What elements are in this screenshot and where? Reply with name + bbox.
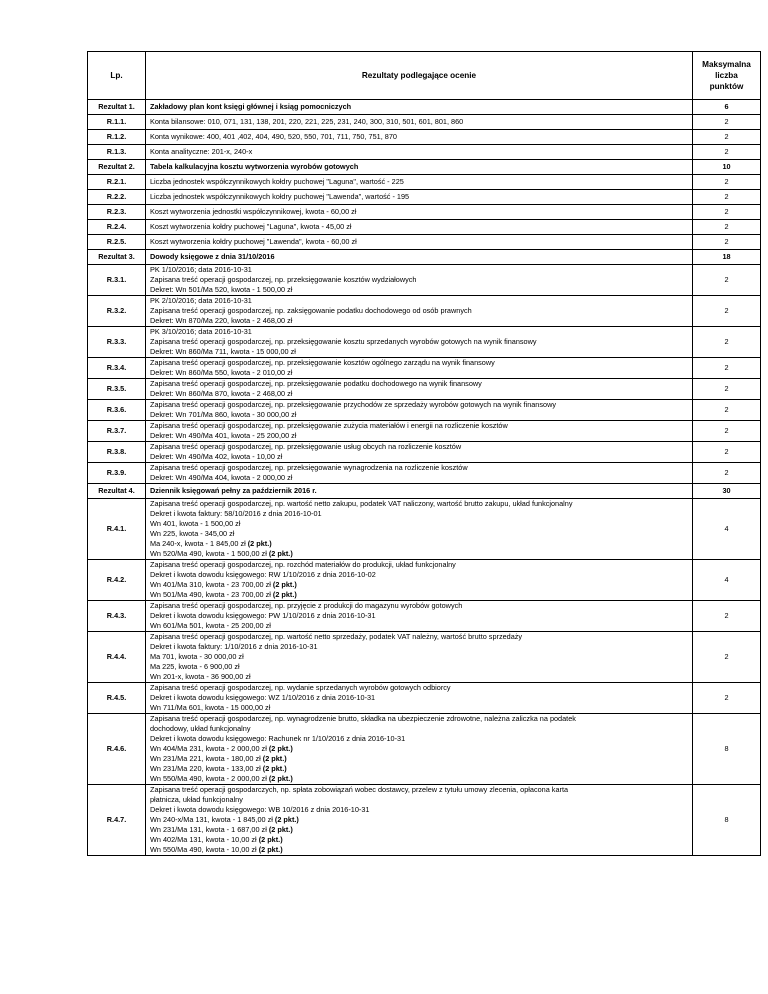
row-description: [146, 463, 693, 484]
line-text: Zapisana treść operacji gospodarczej, np. przeksięgowanie kosztów wydziałowych: [150, 275, 417, 284]
row-description: [146, 235, 693, 250]
line-text: Zapisana treść operacji gospodarczej, np. rozchód materiałów do produkcji, układ funkcjonalny: [150, 560, 456, 569]
table-row: [88, 400, 761, 421]
points-note: (2 pkt.): [268, 744, 293, 753]
row-id: R.2.2.: [88, 190, 146, 205]
table-row: [88, 442, 761, 463]
description-line: [150, 410, 688, 420]
table-row: [88, 130, 761, 145]
row-description: [146, 358, 693, 379]
description-line: [150, 368, 688, 378]
row-id: R.1.1.: [88, 115, 146, 130]
description-line: [150, 714, 688, 724]
points-note: (2 pkt.): [272, 580, 297, 589]
row-points: 4: [693, 499, 761, 560]
row-points: 2: [693, 327, 761, 358]
table-row: [88, 175, 761, 190]
row-id: R.4.7.: [88, 785, 146, 856]
row-points: 2: [693, 442, 761, 463]
points-note: (2 pkt.): [268, 774, 293, 783]
description-line: [150, 285, 688, 295]
row-description: [146, 379, 693, 400]
line-text: Zapisana treść operacji gospodarczej, np. przeksięgowanie zużycia materiałów i energii na rozliczenie kosztów: [150, 421, 508, 430]
row-id: R.3.2.: [88, 296, 146, 327]
row-points: 2: [693, 175, 761, 190]
row-description: [146, 160, 693, 175]
description-line: [150, 431, 688, 441]
description-line: [150, 306, 688, 316]
section-points: 6: [693, 100, 761, 115]
description-line: [150, 463, 688, 473]
line-text: Dekret i kwota dowodu księgowego: RW 1/10/2016 z dnia 2016-10-02: [150, 570, 376, 579]
description-line: [150, 703, 688, 713]
line-text: Ma 225, kwota - 6 900,00 zł: [150, 662, 240, 671]
description-line: [150, 207, 688, 217]
points-note: (2 pkt.): [268, 549, 293, 558]
line-text: Dekret: Wn 701/Ma 860, kwota - 30 000,00 zł: [150, 410, 297, 419]
table-row: [88, 358, 761, 379]
description-line: [150, 754, 688, 764]
description-line: [150, 421, 688, 431]
row-points: 2: [693, 379, 761, 400]
description-line: [150, 774, 688, 784]
line-text: Wn 231/Ma 131, kwota - 1 687,00 zł: [150, 825, 269, 834]
line-text: Zapisana treść operacji gospodarczej, np. przeksięgowanie kosztu sprzedanych wyrobów gotowych na wynik finansowy: [150, 337, 537, 346]
line-text: Dekret: Wn 490/Ma 402, kwota - 10,00 zł: [150, 452, 283, 461]
points-note: (2 pkt.): [262, 754, 287, 763]
section-points: 30: [693, 484, 761, 499]
description-line: [150, 499, 688, 509]
description-line: [150, 529, 688, 539]
table-body: [88, 100, 761, 856]
section-points: 18: [693, 250, 761, 265]
line-text: Konta bilansowe: 010, 071, 131, 138, 201, 220, 221, 225, 231, 240, 300, 310, 501, 601, 801, 860: [150, 117, 464, 126]
line-text: Zapisana treść operacji gospodarczej, np. przeksięgowanie kosztów ogólnego zarządu na wynik finansowy: [150, 358, 495, 367]
line-text: Dekret i kwota dowodu księgowego: Rachunek nr 1/10/2016 z dnia 2016-10-31: [150, 734, 406, 743]
row-points: 2: [693, 145, 761, 160]
row-points: 2: [693, 220, 761, 235]
line-text: Dziennik księgowań pełny za październik 2016 r.: [150, 486, 317, 495]
row-points: 2: [693, 421, 761, 442]
description-line: [150, 672, 688, 682]
points-note: (2 pkt.): [258, 845, 283, 854]
line-text: Dekret: Wn 870/Ma 220, kwota - 2 468,00 zł: [150, 316, 293, 325]
line-text: Zapisana treść operacji gospodarczych, np. spłata zobowiązań wobec dostawcy, przelew z tytułu umowy zlecenia, opłacona karta: [150, 785, 569, 794]
description-line: [150, 162, 688, 172]
line-text: Dekret i kwota dowodu księgowego: WZ 1/10/2016 z dnia 2016-10-31: [150, 693, 376, 702]
row-points: 2: [693, 130, 761, 145]
description-line: [150, 252, 688, 262]
row-id: R.2.3.: [88, 205, 146, 220]
table-row: [88, 560, 761, 601]
line-text: Dekret: Wn 490/Ma 404, kwota - 2 000,00 zł: [150, 473, 293, 482]
description-line: [150, 358, 688, 368]
table-row: [88, 115, 761, 130]
description-line: [150, 835, 688, 845]
line-text: Zapisana treść operacji gospodarczej, np. wartość netto zakupu, podatek VAT naliczony, wartość brutto zakupu, układ funkcjonalny: [150, 499, 573, 508]
line-text: Zapisana treść operacji gospodarczej, np. przeksięgowanie podatku dochodowego na wynik finansowy: [150, 379, 482, 388]
results-table: [87, 51, 761, 856]
line-text: PK 1/10/2016; data 2016-10-31: [150, 265, 252, 274]
row-points: 2: [693, 235, 761, 250]
table-row: [88, 205, 761, 220]
points-note: (2 pkt.): [247, 539, 272, 548]
line-text: Dekret i kwota dowodu księgowego: PW 1/10/2016 z dnia 2016-10-31: [150, 611, 376, 620]
row-points: 4: [693, 560, 761, 601]
description-line: [150, 509, 688, 519]
line-text: Dekret i kwota dowodu księgowego: WB 10/2016 z dnia 2016-10-31: [150, 805, 370, 814]
line-text: Zapisana treść operacji gospodarczej, np. wynagrodzenie brutto, składka na ubezpieczenie zdrowotne, należna zaliczka na podatek: [150, 714, 576, 723]
line-text: Wn 501/Ma 490, kwota - 23 700,00 zł: [150, 590, 273, 599]
description-line: [150, 734, 688, 744]
line-text: Wn 550/Ma 490, kwota - 2 000,00 zł: [150, 774, 269, 783]
description-line: [150, 177, 688, 187]
line-text: Zapisana treść operacji gospodarczej, np. przeksięgowanie przychodów ze sprzedaży wyrobów gotowych na wynik finansowy: [150, 400, 556, 409]
header-points-line: Maksymalna: [702, 60, 751, 69]
table-row: [88, 499, 761, 560]
description-line: [150, 693, 688, 703]
row-description: [146, 601, 693, 632]
row-description: [146, 265, 693, 296]
row-points: 2: [693, 115, 761, 130]
row-points: 2: [693, 683, 761, 714]
row-id: R.3.1.: [88, 265, 146, 296]
row-id: R.3.4.: [88, 358, 146, 379]
table-row: [88, 235, 761, 250]
row-description: [146, 785, 693, 856]
section-row: [88, 160, 761, 175]
description-line: [150, 117, 688, 127]
row-description: [146, 560, 693, 601]
line-text: Koszt wytworzenia kołdry puchowej "Laguna", kwota - 45,00 zł: [150, 222, 352, 231]
line-text: PK 2/10/2016; data 2016-10-31: [150, 296, 252, 305]
line-text: dochodowy, układ funkcjonalny: [150, 724, 251, 733]
description-line: [150, 724, 688, 734]
table-row: [88, 265, 761, 296]
description-line: [150, 237, 688, 247]
row-id: Rezultat 3.: [88, 250, 146, 265]
table-row: [88, 463, 761, 484]
section-row: [88, 100, 761, 115]
table-row: [88, 421, 761, 442]
description-line: [150, 473, 688, 483]
table-row: [88, 190, 761, 205]
row-description: [146, 400, 693, 421]
row-points: 2: [693, 400, 761, 421]
description-line: [150, 601, 688, 611]
description-line: [150, 452, 688, 462]
points-note: (2 pkt.): [272, 590, 297, 599]
description-line: [150, 147, 688, 157]
header-points-line: liczba: [715, 71, 738, 80]
line-text: Wn 404/Ma 231, kwota - 2 000,00 zł: [150, 744, 269, 753]
line-text: Ma 240-x, kwota - 1 845,00 zł: [150, 539, 248, 548]
line-text: Zapisana treść operacji gospodarczej, np. wartość netto sprzedaży, podatek VAT należny, wartość brutto sprzedaży: [150, 632, 523, 641]
row-description: [146, 115, 693, 130]
description-line: [150, 764, 688, 774]
description-line: [150, 560, 688, 570]
line-text: Dekret i kwota faktury: 58/10/2016 z dnia 2016-10-01: [150, 509, 322, 518]
row-id: R.3.6.: [88, 400, 146, 421]
row-description: [146, 499, 693, 560]
row-id: R.4.2.: [88, 560, 146, 601]
line-text: Wn 231/Ma 221, kwota - 180,00 zł: [150, 754, 263, 763]
description-line: [150, 539, 688, 549]
description-line: [150, 327, 688, 337]
points-note: (2 pkt.): [262, 764, 287, 773]
line-text: Zapisana treść operacji gospodarczej, np. wydanie sprzedanych wyrobów gotowych odbiorcy: [150, 683, 451, 692]
row-description: [146, 175, 693, 190]
description-line: [150, 785, 688, 795]
description-line: [150, 132, 688, 142]
line-text: Wn 225, kwota - 345,00 zł: [150, 529, 235, 538]
line-text: Wn 550/Ma 490, kwota - 10,00 zł: [150, 845, 259, 854]
row-points: 8: [693, 714, 761, 785]
line-text: Dekret: Wn 860/Ma 870, kwota - 2 468,00 zł: [150, 389, 293, 398]
row-id: R.1.3.: [88, 145, 146, 160]
line-text: Wn 401/Ma 310, kwota - 23 700,00 zł: [150, 580, 273, 589]
row-points: 2: [693, 205, 761, 220]
row-description: [146, 145, 693, 160]
line-text: Zapisana treść operacji gospodarczej, np. przeksięgowanie wynagrodzenia na rozliczenie kosztów: [150, 463, 468, 472]
line-text: Wn 711/Ma 601, kwota - 15 000,00 zł: [150, 703, 271, 712]
line-text: Tabela kalkulacyjna kosztu wytworzenia wyrobów gotowych: [150, 162, 359, 171]
points-note: (2 pkt.): [268, 825, 293, 834]
row-description: [146, 484, 693, 499]
section-row: [88, 484, 761, 499]
row-description: [146, 130, 693, 145]
section-row: [88, 250, 761, 265]
table-row: [88, 296, 761, 327]
line-text: Koszt wytworzenia kołdry puchowej "Lawenda", kwota - 60,00 zł: [150, 237, 357, 246]
row-id: Rezultat 2.: [88, 160, 146, 175]
line-text: płatnicza, układ funkcjonalny: [150, 795, 243, 804]
line-text: Wn 402/Ma 131, kwota - 10,00 zł: [150, 835, 259, 844]
row-id: Rezultat 1.: [88, 100, 146, 115]
table-row: [88, 632, 761, 683]
header-points: [693, 52, 761, 100]
description-line: [150, 379, 688, 389]
row-id: R.4.1.: [88, 499, 146, 560]
line-text: Zapisana treść operacji gospodarczej, np. przyjęcie z produkcji do magazynu wyrobów gotowych: [150, 601, 463, 610]
row-id: R.3.5.: [88, 379, 146, 400]
description-line: [150, 519, 688, 529]
table-header-row: [88, 52, 761, 100]
results-sheet: [87, 51, 760, 856]
line-text: Wn 401, kwota - 1 500,00 zł: [150, 519, 241, 528]
header-lp: Lp.: [88, 52, 146, 100]
line-text: Dowody księgowe z dnia 31/10/2016: [150, 252, 275, 261]
description-line: [150, 347, 688, 357]
row-id: R.1.2.: [88, 130, 146, 145]
description-line: [150, 744, 688, 754]
line-text: Wn 231/Ma 220, kwota - 133,00 zł: [150, 764, 263, 773]
line-text: Liczba jednostek współczynnikowych kołdry puchowej "Lawenda", wartość - 195: [150, 192, 410, 201]
row-description: [146, 421, 693, 442]
row-description: [146, 714, 693, 785]
description-line: [150, 389, 688, 399]
row-id: R.3.9.: [88, 463, 146, 484]
description-line: [150, 825, 688, 835]
row-id: R.3.3.: [88, 327, 146, 358]
description-line: [150, 845, 688, 855]
table-row: [88, 327, 761, 358]
description-line: [150, 805, 688, 815]
description-line: [150, 683, 688, 693]
row-description: [146, 296, 693, 327]
line-text: Dekret: Wn 860/Ma 550, kwota - 2 010,00 zł: [150, 368, 293, 377]
table-row: [88, 601, 761, 632]
row-description: [146, 442, 693, 463]
row-description: [146, 632, 693, 683]
description-line: [150, 442, 688, 452]
description-line: [150, 337, 688, 347]
row-points: 2: [693, 463, 761, 484]
row-id: R.2.5.: [88, 235, 146, 250]
row-points: 2: [693, 358, 761, 379]
row-description: [146, 327, 693, 358]
points-note: (2 pkt.): [274, 815, 299, 824]
row-id: R.4.4.: [88, 632, 146, 683]
line-text: Zapisana treść operacji gospodarczej, np. przeksięgowanie usług obcych na rozliczenie kosztów: [150, 442, 462, 451]
description-line: [150, 400, 688, 410]
line-text: Liczba jednostek współczynnikowych kołdry puchowej "Laguna", wartość - 225: [150, 177, 404, 186]
line-text: Wn 201-x, kwota - 36 900,00 zł: [150, 672, 251, 681]
description-line: [150, 265, 688, 275]
line-text: Wn 601/Ma 501, kwota - 25 200,00 zł: [150, 621, 271, 630]
description-line: [150, 296, 688, 306]
description-line: [150, 621, 688, 631]
description-line: [150, 570, 688, 580]
description-line: [150, 815, 688, 825]
row-id: R.3.7.: [88, 421, 146, 442]
line-text: PK 3/10/2016; data 2016-10-31: [150, 327, 252, 336]
line-text: Zapisana treść operacji gospodarczej, np. zaksięgowanie podatku dochodowego od osób prawnych: [150, 306, 472, 315]
row-description: [146, 250, 693, 265]
description-line: [150, 549, 688, 559]
description-line: [150, 642, 688, 652]
description-line: [150, 580, 688, 590]
points-note: (2 pkt.): [258, 835, 283, 844]
line-text: Wn 240-x/Ma 131, kwota - 1 845,00 zł: [150, 815, 275, 824]
description-line: [150, 662, 688, 672]
description-line: [150, 222, 688, 232]
row-points: 8: [693, 785, 761, 856]
description-line: [150, 192, 688, 202]
row-description: [146, 100, 693, 115]
row-description: [146, 683, 693, 714]
description-line: [150, 486, 688, 496]
line-text: Wn 520/Ma 490, kwota - 1 500,00 zł: [150, 549, 269, 558]
description-line: [150, 611, 688, 621]
line-text: Dekret: Wn 490/Ma 401, kwota - 25 200,00 zł: [150, 431, 297, 440]
row-id: R.2.4.: [88, 220, 146, 235]
row-id: R.4.6.: [88, 714, 146, 785]
table-row: [88, 683, 761, 714]
header-title: Rezultaty podlegające ocenie: [146, 52, 693, 100]
line-text: Konta wynikowe: 400, 401 ,402, 404, 490, 520, 550, 701, 711, 750, 751, 870: [150, 132, 397, 141]
table-row: [88, 379, 761, 400]
line-text: Konta analityczne: 201-x, 240-x: [150, 147, 253, 156]
description-line: [150, 590, 688, 600]
line-text: Ma 701, kwota - 30 000,00 zł: [150, 652, 244, 661]
description-line: [150, 632, 688, 642]
section-points: 10: [693, 160, 761, 175]
table-row: [88, 785, 761, 856]
table-row: [88, 714, 761, 785]
row-points: 2: [693, 632, 761, 683]
description-line: [150, 316, 688, 326]
row-id: R.2.1.: [88, 175, 146, 190]
line-text: Dekret: Wn 501/Ma 520, kwota - 1 500,00 zł: [150, 285, 293, 294]
row-id: R.3.8.: [88, 442, 146, 463]
line-text: Dekret: Wn 860/Ma 711, kwota - 15 000,00 zł: [150, 347, 296, 356]
description-line: [150, 652, 688, 662]
line-text: Zakładowy plan kont księgi głównej i ksiąg pomocniczych: [150, 102, 352, 111]
line-text: Dekret i kwota faktury: 1/10/2016 z dnia 2016-10-31: [150, 642, 318, 651]
row-id: Rezultat 4.: [88, 484, 146, 499]
row-id: R.4.5.: [88, 683, 146, 714]
row-points: 2: [693, 265, 761, 296]
header-points-line: punktów: [709, 82, 744, 91]
row-description: [146, 190, 693, 205]
table-row: [88, 145, 761, 160]
table-row: [88, 220, 761, 235]
row-description: [146, 205, 693, 220]
row-points: 2: [693, 296, 761, 327]
line-text: Koszt wytworzenia jednostki współczynnikowej, kwota - 60,00 zł: [150, 207, 357, 216]
row-points: 2: [693, 601, 761, 632]
row-description: [146, 220, 693, 235]
description-line: [150, 795, 688, 805]
row-id: R.4.3.: [88, 601, 146, 632]
row-points: 2: [693, 190, 761, 205]
description-line: [150, 102, 688, 112]
description-line: [150, 275, 688, 285]
